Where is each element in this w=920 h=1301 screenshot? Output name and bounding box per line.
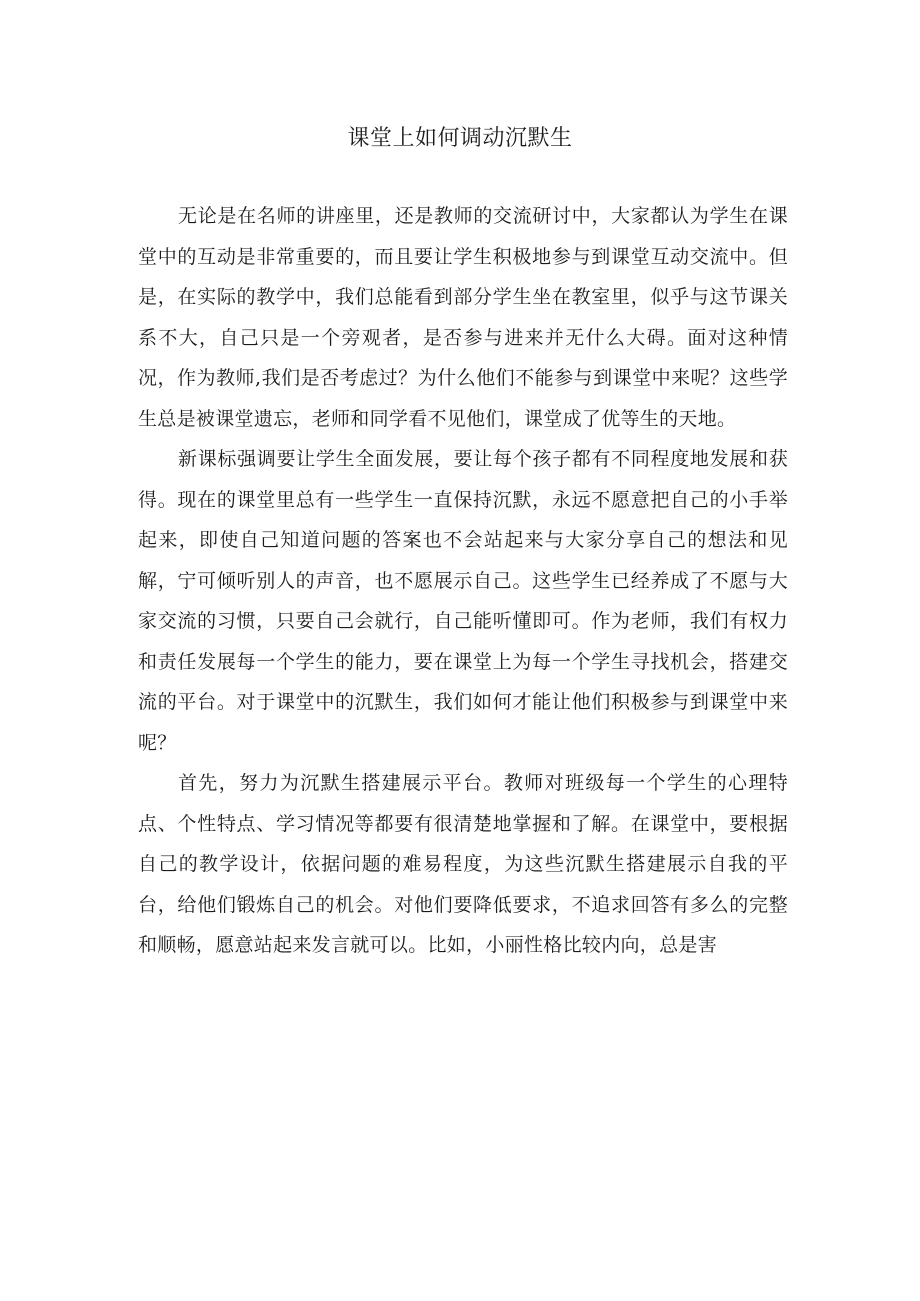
paragraph-2: 新课标强调要让学生全面发展，要让每个孩子都有不同程度地发展和获得。现在的课堂里总有一些学生一直保持沉默，永远不愿意把自己的小手举起来，即使自己知道问题的答案也不会站起来与大家分享自己的想法和见解，宁可倾听别人的声音，也不愿展示自己。这些学生已经养成了不愿与大家交流的习惯，只要自己会就行，自己能听懂即可。作为老师，我们有权力和责任发展每一个学生的能力，要在课堂上为每一个学生寻找机会，搭建交流的平台。对于课堂中的沉默生，我们如何才能让他们积极参与到课堂中来呢？ xyxy=(138,448,788,754)
document-title: 课堂上如何调动沉默生 xyxy=(347,126,573,151)
paragraph-3: 首先，努力为沉默生搭建展示平台。教师对班级每一个学生的心理特点、个性特点、学习情况等都要有很清楚地掌握和了解。在课堂中，要根据自己的教学设计，依据问题的难易程度，为这些沉默生搭建展示自我的平台，给他们锻炼自己的机会。对他们要降低要求，不追求回答有多么的完整和顺畅，愿意站起来发言就可以。比如，小丽性格比较内向，总是害 xyxy=(138,772,788,956)
paragraph-1: 无论是在名师的讲座里，还是教师的交流研讨中，大家都认为学生在课堂中的互动是非常重要的，而且要让学生积极地参与到课堂互动交流中。但是，在实际的教学中，我们总能看到部分学生坐在教室里，似乎与这节课关系不大，自己只是一个旁观者，是否参与进来并无什么大碍。面对这种情况，作为教师,我们是否考虑过？为什么他们不能参与到课堂中来呢？这些学生总是被课堂遗忘，老师和同学看不见他们，课堂成了优等生的天地。 xyxy=(138,205,788,430)
document-body xyxy=(138,196,788,966)
